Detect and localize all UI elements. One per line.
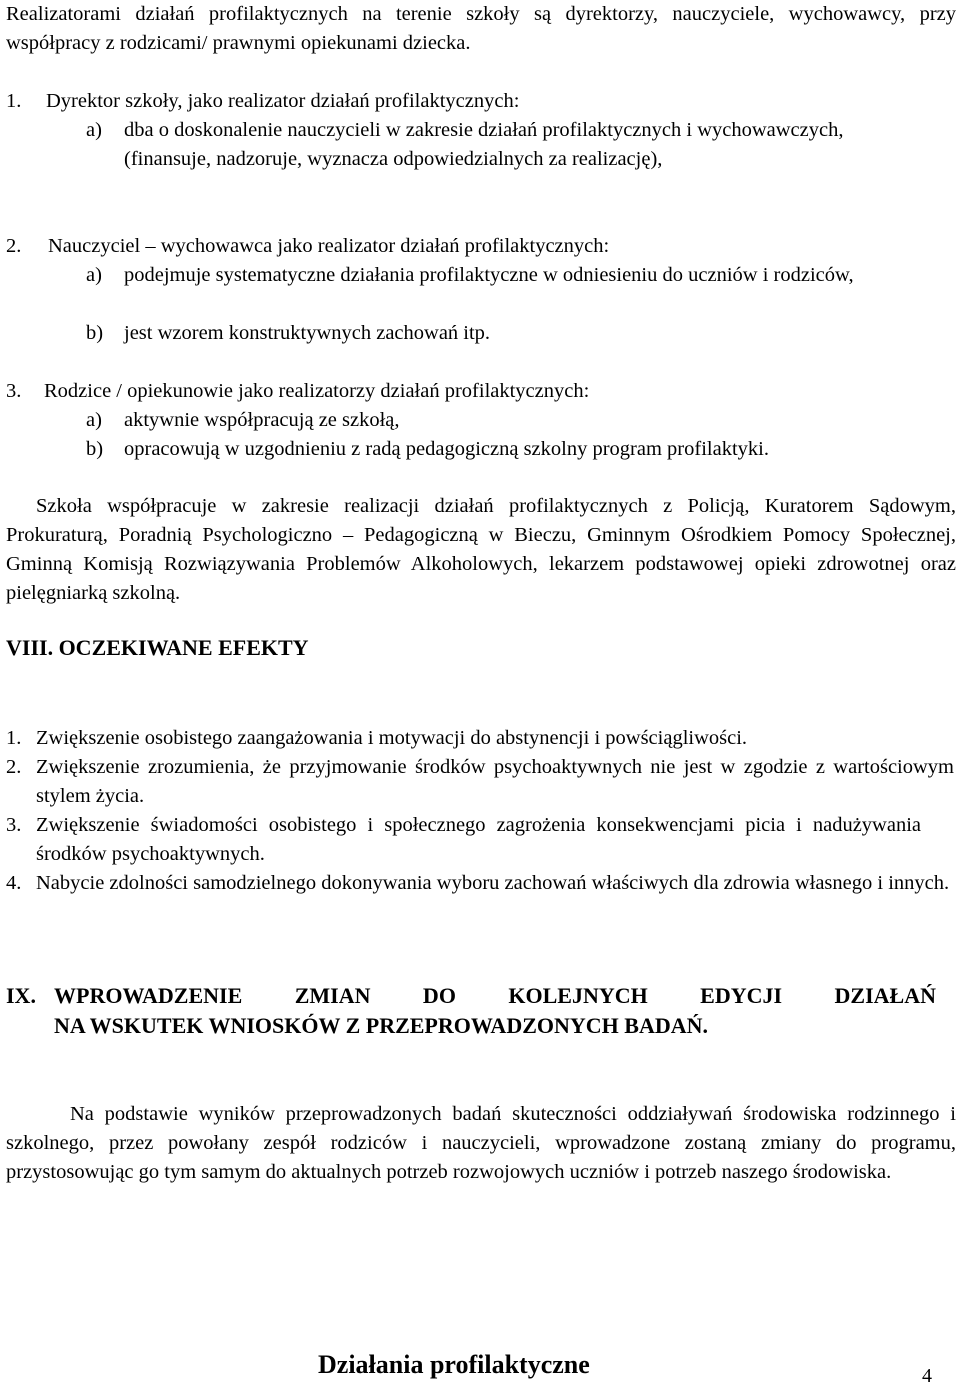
effect-3-number: 3. — [6, 814, 22, 836]
section-2-item-a-marker: a) — [86, 264, 102, 286]
cooperation-paragraph: Szkoła współpracuje w zakresie realizacji działań profilaktycznych z Policją, Kuratorem Sądowym, Prokuraturą, Poradnią Psychologiczno – Pedagogiczną w Bieczu, Gminnym Ośrodkiem Pomocy Społecznej, Gminną Komisją Rozwiązywania Problemów Alkoholowych, lekarzem podstawowej opieki zdrowotnej oraz pielęgniarką szkolną. — [6, 495, 956, 604]
section-3-item-a-marker: a) — [86, 409, 102, 431]
effect-2-number: 2. — [6, 756, 22, 778]
section-heading-ix-number: IX. — [6, 983, 36, 1008]
section-3-item-b-marker: b) — [86, 438, 104, 460]
effect-3-text: Zwiększenie świadomości osobistego i społecznego zagrożenia konsekwencjami picia i nadużywania środków psychoaktywnych. — [36, 814, 921, 865]
section-2-item-b-text: jest wzorem konstruktywnych zachowań itp. — [124, 322, 491, 344]
section-1-item-a-marker: a) — [86, 119, 102, 141]
section-heading-effects: VIII. OCZEKIWANE EFEKTY — [6, 635, 309, 660]
page-number: 4 — [922, 1365, 932, 1387]
effect-4-text: Nabycie zdolności samodzielnego dokonywania wyboru zachowań właściwych dla zdrowia własnego i innych. — [36, 872, 950, 894]
section-1-item-a-text: dba o doskonalenie nauczycieli w zakresie działań profilaktycznych i wychowawczych, (finansuje, nadzoruje, wyznacza odpowiedzialnych za realizację), — [124, 119, 844, 170]
footer-title: Działania profilaktyczne — [318, 1350, 590, 1379]
effect-2-text: Zwiększenie zrozumienia, że przyjmowanie środków psychoaktywnych nie jest w zgodzie z wartościowym stylem życia. — [36, 756, 954, 807]
section-1-title: Dyrektor szkoły, jako realizator działań profilaktycznych: — [46, 90, 520, 112]
effect-1-number: 1. — [6, 727, 22, 749]
section-3-item-a-text: aktywnie współpracują ze szkołą, — [124, 409, 400, 431]
section-1-number: 1. — [6, 90, 22, 112]
section-2-item-b-marker: b) — [86, 322, 104, 344]
section-3-item-b-text: opracowują w uzgodnieniu z radą pedagogiczną szkolny program profilaktyki. — [124, 438, 769, 460]
effect-1-text: Zwiększenie osobistego zaangażowania i motywacji do abstynencji i powściągliwości. — [36, 727, 748, 749]
section-2-item-a-text: podejmuje systematyczne działania profilaktyczne w odniesieniu do uczniów i rodziców, — [124, 264, 854, 286]
section-3-title: Rodzice / opiekunowie jako realizatorzy działań profilaktycznych: — [44, 380, 590, 402]
closing-paragraph: Na podstawie wyników przeprowadzonych badań skuteczności oddziaływań środowiska rodzinnego i szkolnego, przez powołany zespół rodziców i nauczycieli, wprowadzone zostaną zmiany do programu, przystosowując go tym samym do aktualnych potrzeb rozwojowych uczniów i potrzeb naszego środowiska. — [6, 1103, 956, 1183]
intro-paragraph: Realizatorami działań profilaktycznych na terenie szkoły są dyrektorzy, nauczyciele, wychowawcy, przy współpracy z rodzicami/ prawnymi opiekunami dziecka. — [6, 3, 956, 54]
section-heading-ix-line1: WPROWADZENIE ZMIAN DO KOLEJNYCH EDYCJI DZIAŁAŃ — [54, 983, 936, 1008]
section-2-title: Nauczyciel – wychowawca jako realizator działań profilaktycznych: — [48, 235, 610, 257]
section-2-number: 2. — [6, 235, 22, 257]
section-3-number: 3. — [6, 380, 22, 402]
section-heading-ix-line2: NA WSKUTEK WNIOSKÓW Z PRZEPROWADZONYCH BADAŃ. — [54, 1013, 708, 1038]
effect-4-number: 4. — [6, 872, 22, 894]
